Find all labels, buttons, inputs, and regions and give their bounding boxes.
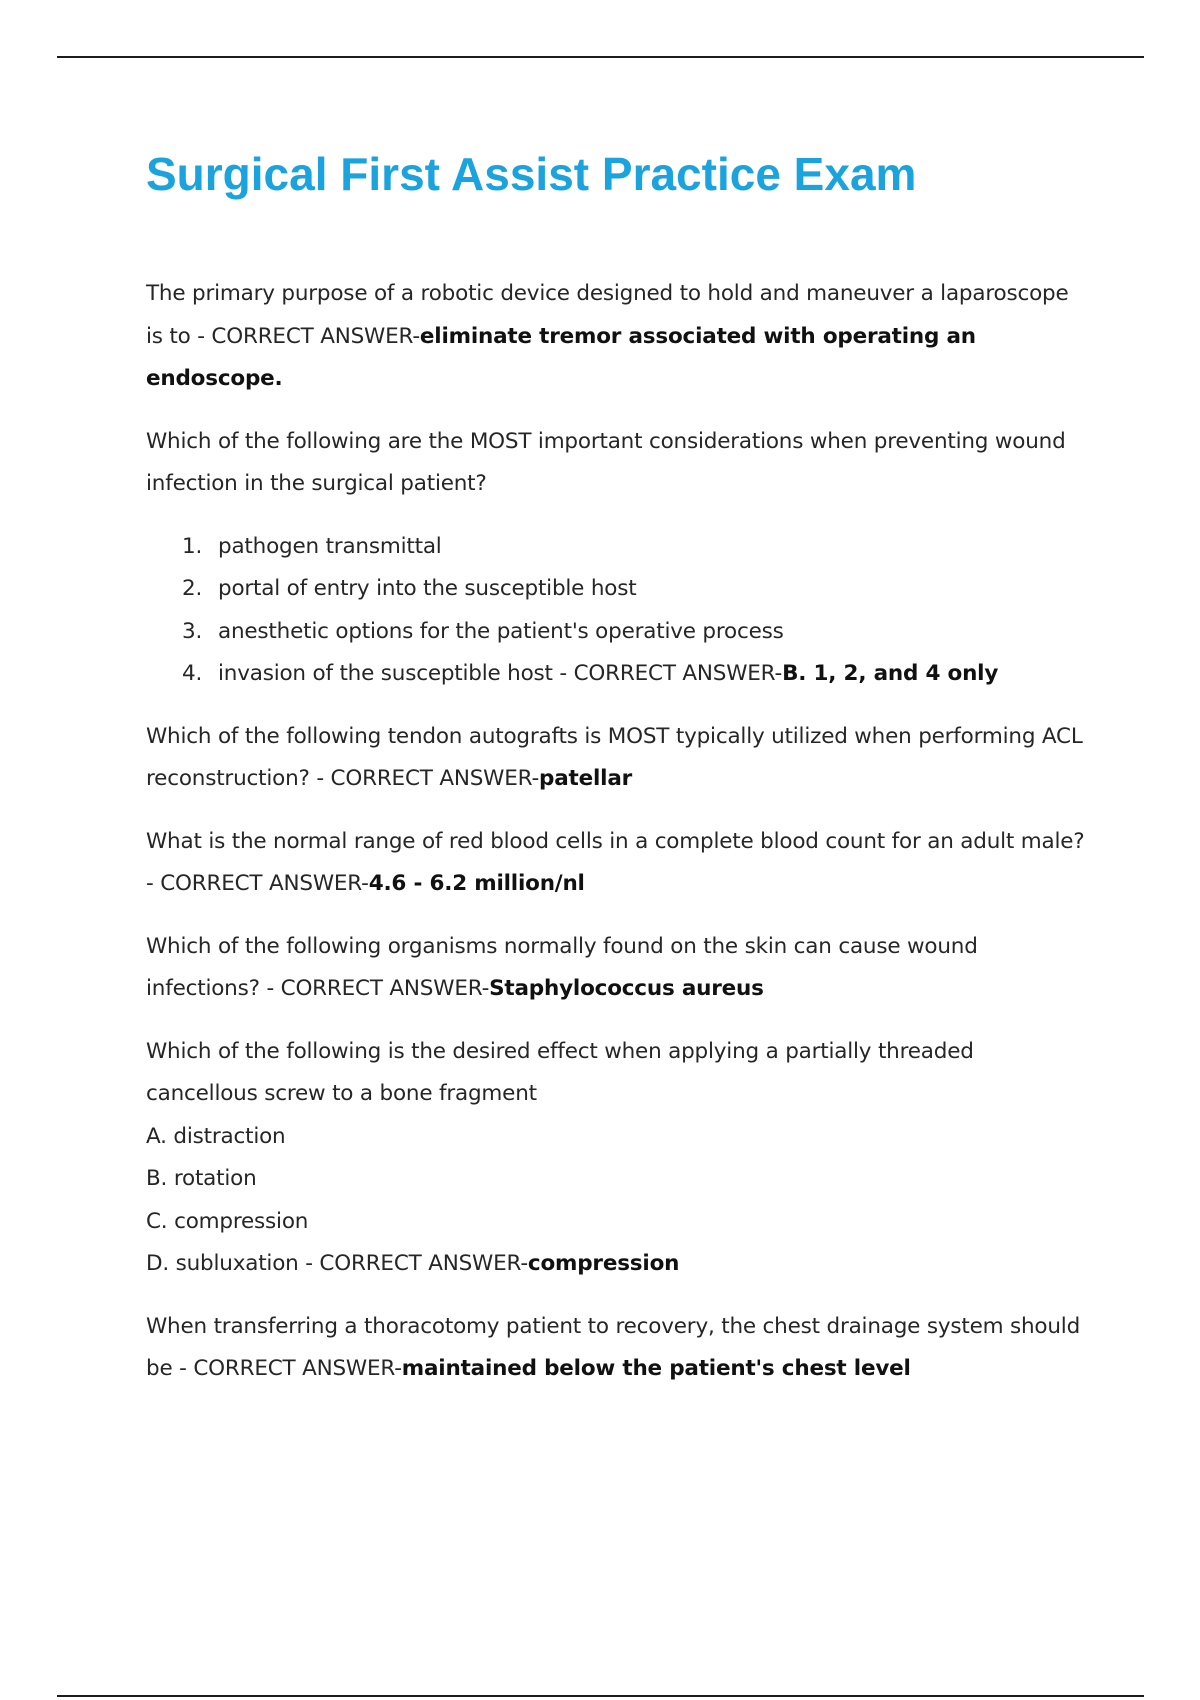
question-7 [146,1306,1086,1391]
question-2 [146,421,1086,696]
bottom-rule [57,1695,1144,1697]
answer-option: C. compression [146,1208,309,1234]
list-item: 3. anesthetic options for the patient's operative process [182,618,784,644]
list-item: 2. portal of entry into the susceptible host [182,576,637,601]
correct-answer: B. 1, 2, and 4 only [782,661,999,686]
answer-option: A. distraction [146,1123,286,1149]
answer-option: D. subluxation - CORRECT ANSWER-compression [146,1251,680,1276]
list-item: 4. invasion of the susceptible host - CORRECT ANSWER-B. 1, 2, and 4 only [182,661,999,686]
question-text: What is the normal range of red blood cells in a complete blood count for an adult male? - CORRECT ANSWER-4.6 - 6.2 million/nl [146,828,1085,896]
question-text: When transferring a thoracotomy patient to recovery, the chest drainage system should be - CORRECT ANSWER-maintained below the patient's chest level [146,1313,1081,1381]
numbered-list [146,526,1086,696]
question-4 [146,821,1086,906]
list-item: 1. pathogen transmittal [182,533,442,559]
document-body [146,145,1086,1411]
question-text: Which of the following is the desired effect when applying a partially threaded cancellous screw to a bone fragment [146,1038,974,1106]
correct-answer: eliminate tremor associated with operating an endoscope. [146,323,976,391]
question-6 [146,1031,1086,1286]
correct-answer: 4.6 - 6.2 million/nl [368,871,585,896]
correct-answer: compression [527,1251,680,1276]
question-text: Which of the following organisms normally found on the skin can cause wound infections? - CORRECT ANSWER-Staphylococcus aureus [146,933,978,1001]
question-text: Which of the following are the MOST important considerations when preventing wound infection in the surgical patient? [146,428,1066,496]
question-5 [146,926,1086,1011]
question-3 [146,716,1086,801]
correct-answer: maintained below the patient's chest level [401,1356,911,1381]
question-text: The primary purpose of a robotic device designed to hold and maneuver a laparoscope is to - CORRECT ANSWER-eliminate tremor associated with operating an endoscope. [146,281,1069,391]
page-title: Surgical First Assist Practice Exam [146,148,917,200]
top-rule [57,56,1144,58]
answer-option: B. rotation [146,1166,257,1191]
question-text: Which of the following tendon autografts is MOST typically utilized when performing ACL reconstruction? - CORRECT ANSWER-patellar [146,723,1083,791]
question-1 [146,273,1086,401]
correct-answer: Staphylococcus aureus [489,976,764,1001]
correct-answer: patellar [539,766,633,791]
